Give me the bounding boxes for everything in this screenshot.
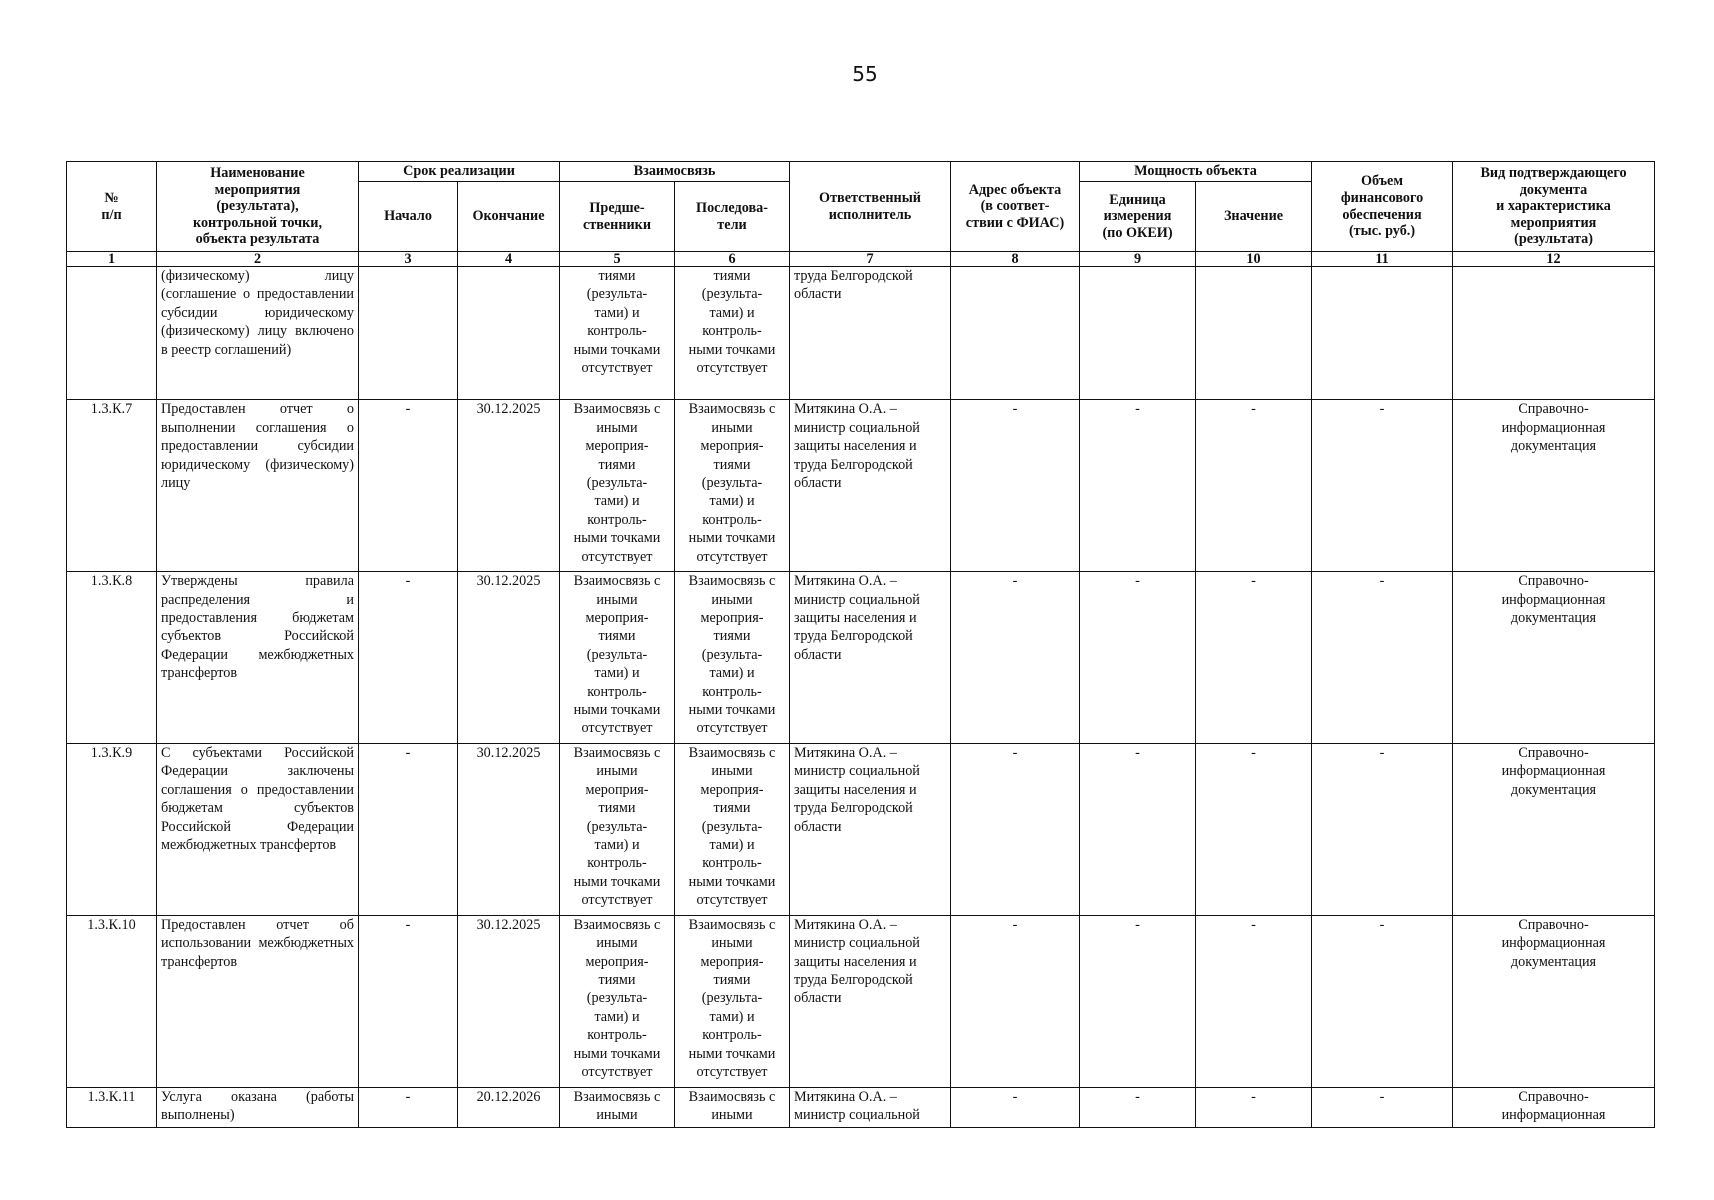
row-successors: Взаимосвязь с иными мероприя- тиями (результа- тами) и контроль- ными точками отсутствует [675, 400, 790, 572]
row-name: (физическому) лицу (соглашение о предоставлении субсидии юридическому (физическому) лицу включено в реестр соглашений) [157, 267, 359, 400]
table-row [67, 743, 1655, 915]
col-number: 6 [675, 252, 790, 267]
row-address: - [951, 743, 1080, 915]
col-number: 11 [1312, 252, 1453, 267]
row-responsible: труда Белгородской области [790, 267, 951, 400]
table-row [67, 1087, 1655, 1127]
col-number: 2 [157, 252, 359, 267]
row-predecessors: тиями (результа- тами) и контроль- ными точками отсутствует [560, 267, 675, 400]
row-end: 20.12.2026 [458, 1087, 560, 1127]
row-document: Справочно- информационная [1453, 1087, 1655, 1127]
row-start: - [359, 743, 458, 915]
row-name: Предоставлен отчет об использовании межбюджетных трансфертов [157, 915, 359, 1087]
row-address: - [951, 915, 1080, 1087]
row-number: 1.3.К.7 [67, 400, 157, 572]
col-number: 1 [67, 252, 157, 267]
row-document: Справочно- информационная документация [1453, 915, 1655, 1087]
row-start [359, 267, 458, 400]
row-predecessors: Взаимосвязь с иными [560, 1087, 675, 1127]
row-unit: - [1080, 743, 1196, 915]
col-number: 5 [560, 252, 675, 267]
row-predecessors: Взаимосвязь с иными мероприя- тиями (результа- тами) и контроль- ными точками отсутствует [560, 743, 675, 915]
header-link: Взаимосвязь [560, 162, 790, 182]
row-number: 1.3.К.8 [67, 572, 157, 744]
row-unit: - [1080, 1087, 1196, 1127]
header-unit: Единица измерения (по ОКЕИ) [1080, 182, 1196, 252]
row-unit: - [1080, 400, 1196, 572]
header-end: Окончание [458, 182, 560, 252]
row-name: Предоставлен отчет о выполнении соглашения о предоставлении субсидии юридическому (физическому) лицу [157, 400, 359, 572]
row-end: 30.12.2025 [458, 572, 560, 744]
row-financing: - [1312, 400, 1453, 572]
row-address: - [951, 1087, 1080, 1127]
row-responsible: Митякина О.А. – министр социальной защиты населения и труда Белгородской области [790, 400, 951, 572]
plan-table [66, 161, 1655, 1128]
row-unit: - [1080, 572, 1196, 744]
row-successors: тиями (результа- тами) и контроль- ными точками отсутствует [675, 267, 790, 400]
header-value: Значение [1196, 182, 1312, 252]
col-number: 4 [458, 252, 560, 267]
row-document: Справочно- информационная документация [1453, 400, 1655, 572]
row-successors: Взаимосвязь с иными [675, 1087, 790, 1127]
col-number: 8 [951, 252, 1080, 267]
table-row [67, 400, 1655, 572]
row-unit: - [1080, 915, 1196, 1087]
row-name: Услуга оказана (работы выполнены) [157, 1087, 359, 1127]
col-number: 12 [1453, 252, 1655, 267]
header-name: Наименование мероприятия (результата), контрольной точки, объекта результата [157, 162, 359, 252]
col-number: 9 [1080, 252, 1196, 267]
row-end [458, 267, 560, 400]
row-number: 1.3.К.11 [67, 1087, 157, 1127]
col-number: 7 [790, 252, 951, 267]
row-address: - [951, 572, 1080, 744]
header-responsible: Ответственный исполнитель [790, 162, 951, 252]
row-successors: Взаимосвязь с иными мероприя- тиями (результа- тами) и контроль- ными точками отсутствует [675, 915, 790, 1087]
row-start: - [359, 572, 458, 744]
row-end: 30.12.2025 [458, 915, 560, 1087]
row-start: - [359, 915, 458, 1087]
row-financing: - [1312, 572, 1453, 744]
row-document [1453, 267, 1655, 400]
row-financing: - [1312, 743, 1453, 915]
page-number: 55 [852, 62, 878, 86]
row-name: С субъектами Российской Федерации заключены соглашения о предоставлении бюджетам субъектов Российской Федерации межбюджетных трансфертов [157, 743, 359, 915]
row-responsible: Митякина О.А. – министр социальной [790, 1087, 951, 1127]
header-period: Срок реализации [359, 162, 560, 182]
table-row [67, 267, 1655, 400]
header-successors: Последова- тели [675, 182, 790, 252]
row-predecessors: Взаимосвязь с иными мероприя- тиями (результа- тами) и контроль- ными точками отсутствует [560, 400, 675, 572]
row-number: 1.3.К.10 [67, 915, 157, 1087]
header-address: Адрес объекта (в соответ- ствии с ФИАС) [951, 162, 1080, 252]
row-successors: Взаимосвязь с иными мероприя- тиями (результа- тами) и контроль- ными точками отсутствует [675, 743, 790, 915]
row-document: Справочно- информационная документация [1453, 743, 1655, 915]
header-capacity: Мощность объекта [1080, 162, 1312, 182]
row-value: - [1196, 572, 1312, 744]
row-name: Утверждены правила распределения и предоставления бюджетам субъектов Российской Федерации межбюджетных трансфертов [157, 572, 359, 744]
col-number: 3 [359, 252, 458, 267]
row-value: - [1196, 743, 1312, 915]
row-financing [1312, 267, 1453, 400]
row-financing: - [1312, 915, 1453, 1087]
row-financing: - [1312, 1087, 1453, 1127]
row-end: 30.12.2025 [458, 400, 560, 572]
row-value: - [1196, 1087, 1312, 1127]
row-value [1196, 267, 1312, 400]
col-number: 10 [1196, 252, 1312, 267]
row-predecessors: Взаимосвязь с иными мероприя- тиями (результа- тами) и контроль- ными точками отсутствует [560, 572, 675, 744]
row-responsible: Митякина О.А. – министр социальной защиты населения и труда Белгородской области [790, 743, 951, 915]
row-successors: Взаимосвязь с иными мероприя- тиями (результа- тами) и контроль- ными точками отсутствует [675, 572, 790, 744]
row-value: - [1196, 915, 1312, 1087]
row-end: 30.12.2025 [458, 743, 560, 915]
row-responsible: Митякина О.А. – министр социальной защиты населения и труда Белгородской области [790, 572, 951, 744]
table-row [67, 915, 1655, 1087]
row-start: - [359, 400, 458, 572]
row-document: Справочно- информационная документация [1453, 572, 1655, 744]
row-responsible: Митякина О.А. – министр социальной защиты населения и труда Белгородской области [790, 915, 951, 1087]
table-row [67, 572, 1655, 744]
header-no: № п/п [67, 162, 157, 252]
row-value: - [1196, 400, 1312, 572]
header-document: Вид подтверждающего документа и характеристика мероприятия (результата) [1453, 162, 1655, 252]
row-address: - [951, 400, 1080, 572]
row-unit [1080, 267, 1196, 400]
header-predecessors: Предше- ственники [560, 182, 675, 252]
row-start: - [359, 1087, 458, 1127]
row-number [67, 267, 157, 400]
header-start: Начало [359, 182, 458, 252]
row-address [951, 267, 1080, 400]
row-number: 1.3.К.9 [67, 743, 157, 915]
row-predecessors: Взаимосвязь с иными мероприя- тиями (результа- тами) и контроль- ными точками отсутствует [560, 915, 675, 1087]
header-financing: Объем финансового обеспечения (тыс. руб.) [1312, 162, 1453, 252]
